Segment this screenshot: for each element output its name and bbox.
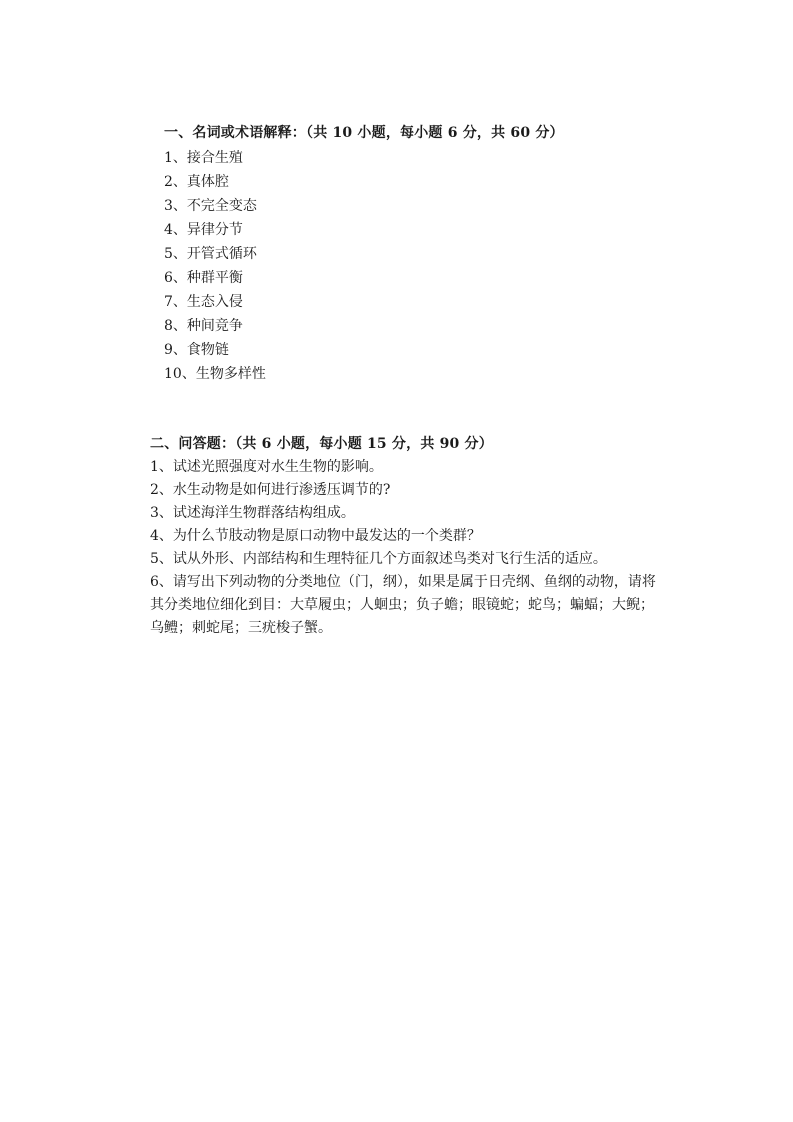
list-item: 1、试述光照强度对水生生物的影响。 [150,459,383,475]
term-list [164,146,684,386]
section-heading: 一、名词或术语解释：（共 10 小题，每小题 6 分，共 60 分） [164,125,564,141]
list-item: 10、生物多样性 [164,366,266,382]
section-short-answer [150,433,670,640]
list-item: 2、水生动物是如何进行渗透压调节的? [150,482,391,498]
list-item: 4、异律分节 [164,222,243,238]
section-term-definitions [164,122,684,386]
list-item: 9、食物链 [164,342,229,358]
list-item: 8、种间竞争 [164,318,243,334]
list-item: 7、生态入侵 [164,294,243,310]
list-item: 5、试从外形、内部结构和生理特征几个方面叙述鸟类对飞行生活的适应。 [150,551,607,567]
question-list [150,456,670,640]
list-item: 3、试述海洋生物群落结构组成。 [150,505,355,521]
list-item: 1、接合生殖 [164,150,243,166]
list-item: 6、种群平衡 [164,270,243,286]
list-item: 4、为什么节肢动物是原口动物中最发达的一个类群？ [150,528,481,544]
list-item: 6、请写出下列动物的分类地位（门，纲），如果是属于日壳纲、鱼纲的动物，请将其分类地位细化到目：大草履虫；人蛔虫；负子蟾；眼镜蛇；蛇鸟；蝙蝠；大鲵；乌鳢；刺蛇尾；三疣梭子蟹。 [150,574,656,636]
section-heading: 二、问答题：（共 6 小题，每小题 15 分，共 90 分） [150,436,493,452]
list-item: 5、开管式循环 [164,246,257,262]
list-item: 3、不完全变态 [164,198,257,214]
list-item: 2、真体腔 [164,174,229,190]
